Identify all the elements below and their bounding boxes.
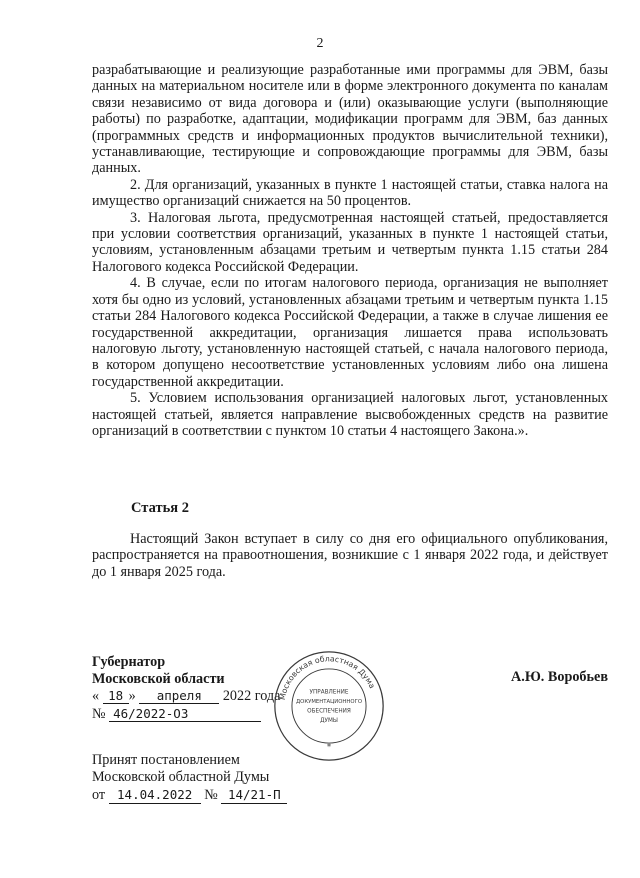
paragraph-item-3: 3. Налоговая льгота, предусмотренная настоящей статьей, предоставляется при условии соответствия организаций, указанных в пункте 1 настоящей статьи, условиям, установленным абзацами третьим и четвертым пункта 1.15 статьи 284 Налогового кодекса Российской Федерации. xyxy=(92,209,608,275)
signing-year: 2022 года xyxy=(222,688,281,704)
seal-center-line-1: УПРАВЛЕНИЕ xyxy=(309,689,349,696)
governor-title-line-2: Московской области xyxy=(92,671,225,687)
article-2-text: Настоящий Закон вступает в силу со дня его официального опубликования, распространяется на правоотношения, возникшие с 1 января 2022 года, и действует до 1 января 2025 года. xyxy=(92,531,608,580)
adoption-from-label: от xyxy=(92,787,106,803)
law-number-prefix: № xyxy=(92,706,106,722)
governor-title xyxy=(92,654,225,688)
adoption-line-2: Московской областной Думы xyxy=(92,769,270,785)
signing-month: апреля xyxy=(139,688,219,704)
paragraph-1-continued: разрабатывающие и реализующие разработанные ими программы для ЭВМ, базы данных на материальном носителе или в форме электронного документа по каналам связи независимо от вида договора и (или) оказывающие услуги (выполняющие работы) по разработке, адаптации, модификации программ для ЭВМ, баз данных (программных средств и информационных продуктов вычислительной техники), устанавливающие, тестирующие и сопровождающие программы для ЭВМ, базы данных. xyxy=(92,62,608,177)
signing-date xyxy=(92,688,280,705)
signing-day: 18 xyxy=(103,688,129,704)
adoption-number: 14/21-П xyxy=(221,786,287,804)
governor-name: А.Ю. Воробьев xyxy=(511,669,608,685)
law-number-value: 46/2022-ОЗ xyxy=(109,706,261,722)
adoption-date-line xyxy=(92,786,287,804)
seal-star: * xyxy=(326,742,332,753)
paragraph-item-5: 5. Условием использования организацией налоговых льгот, установленных настоящей статьей, является направление высвобожденных средств на развитие организаций в соответствии с пунктом 10 статьи 4 настоящего Закона.». xyxy=(92,390,608,439)
official-seal-stamp xyxy=(272,649,386,763)
page-number: 2 xyxy=(316,36,324,51)
seal-center-line-2: ДОКУМЕНТАЦИОННОГО xyxy=(295,699,363,706)
law-number xyxy=(92,706,261,723)
seal-center-line-4: ДУМЫ xyxy=(320,718,338,725)
seal-center-line-3: ОБЕСПЕЧЕНИЯ xyxy=(307,708,351,715)
paragraph-item-2: 2. Для организаций, указанных в пункте 1 настоящей статьи, ставка налога на имущество организаций снижается на 50 процентов. xyxy=(92,176,608,210)
adoption-number-prefix: № xyxy=(204,787,218,803)
adoption-note xyxy=(92,752,287,804)
article-1-continuation xyxy=(92,62,608,439)
seal-ring-text: Московская областная Дума xyxy=(277,654,377,701)
governor-title-line-1: Губернатор xyxy=(92,654,166,670)
quote-open: « xyxy=(92,688,100,704)
adoption-date: 14.04.2022 xyxy=(109,786,201,804)
adoption-line-1: Принят постановлением xyxy=(92,752,240,768)
paragraph-item-4: 4. В случае, если по итогам налогового периода, организация не выполняет хотя бы одно из условий, установленных абзацами третьим и четвертым пункта 1.15 статьи 284 Налогового кодекса Российской Федерации, а также в случае лишения ее государственной аккредитации, организация лишается права использовать налоговую льготу, установленную настоящей статьей, с начала налогового периода, в котором допущено несоответствие установленных условиям либо она лишена государственной аккредитации. xyxy=(92,275,608,390)
quote-close: » xyxy=(128,688,136,704)
article-2-heading: Статья 2 xyxy=(131,500,189,516)
seal-inner-ring xyxy=(292,669,366,743)
